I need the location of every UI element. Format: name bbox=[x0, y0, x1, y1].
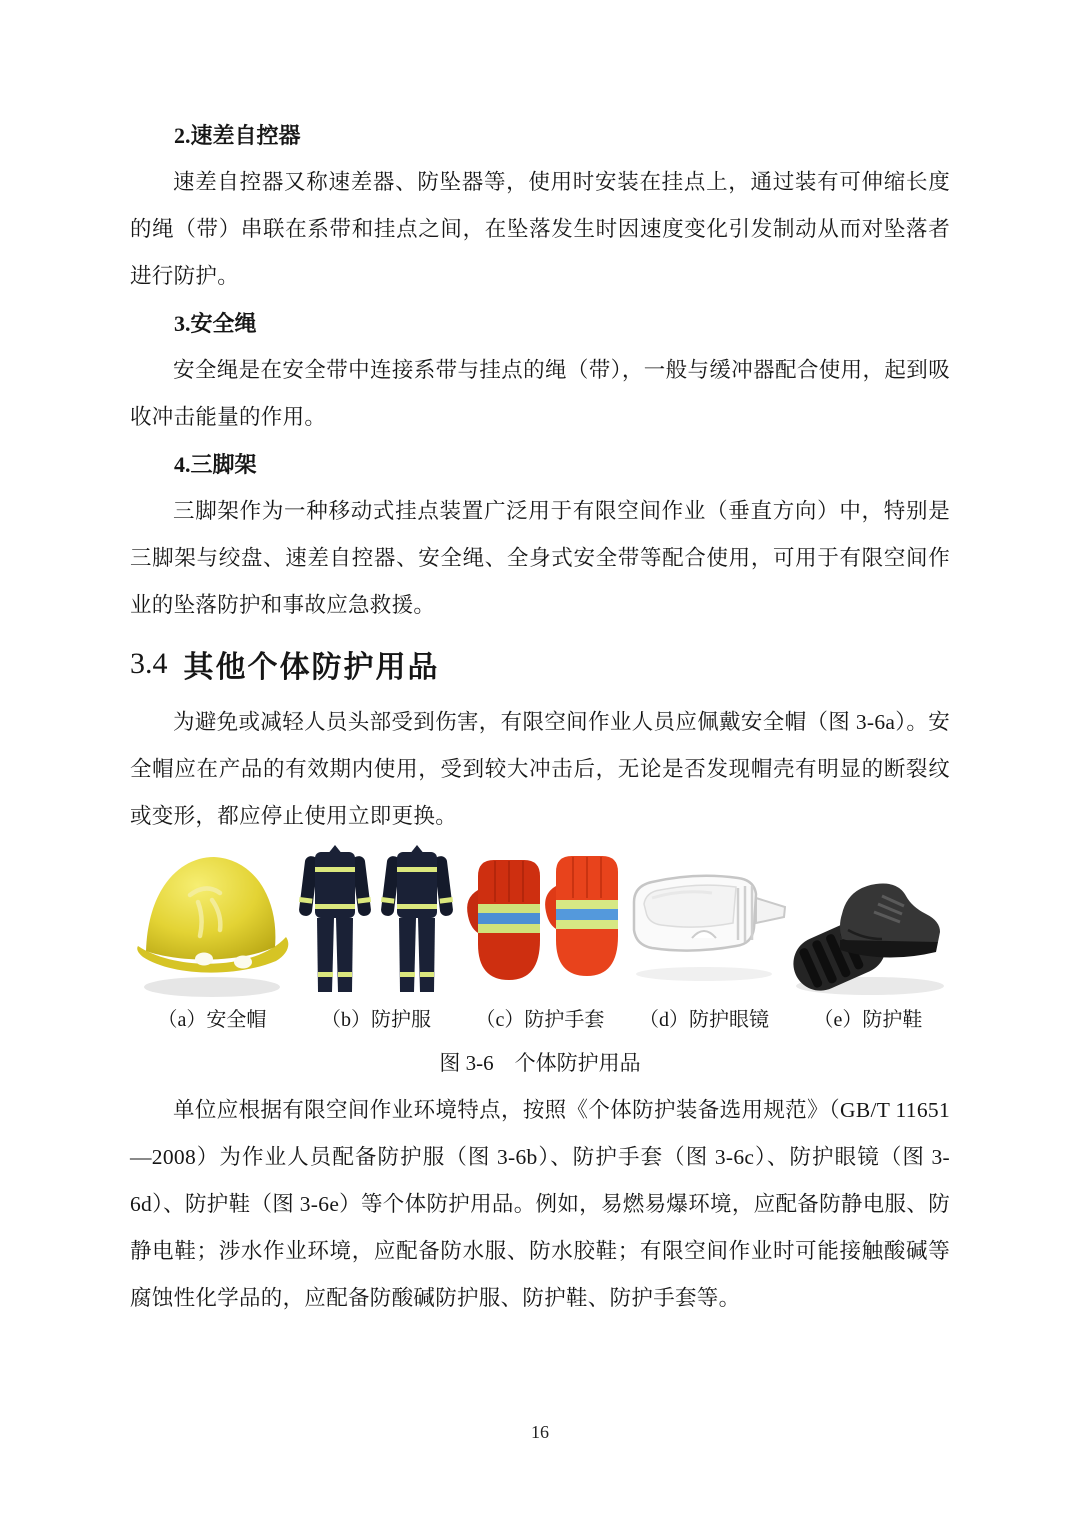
paragraph-intro: 为避免或减轻人员头部受到伤害，有限空间作业人员应佩戴安全帽（图 3-6a）。安全帽应在产品的有效期内使用，受到较大冲击后，无论是否发现帽壳有明显的断裂纹或变形，都应停止使用立即更换。 bbox=[130, 710, 950, 828]
figure-item-gloves bbox=[458, 840, 622, 1000]
paragraph-speed-arrester: 速差自控器又称速差器、防坠器等，使用时安装在挂点上，通过装有可伸缩长度的绳（带）串联在系带和挂点之间，在坠落发生时因速度变化引发制动从而对坠落者进行防护。 bbox=[130, 170, 950, 288]
paragraph-tripod: 三脚架作为一种移动式挂点装置广泛用于有限空间作业（垂直方向）中，特别是三脚架与绞盘、速差自控器、安全绳、全身式安全带等配合使用，可用于有限空间作业的坠落防护和事故应急救援。 bbox=[130, 499, 950, 617]
paragraph-selection: 单位应根据有限空间作业环境特点，按照《个体防护装备选用规范》（GB/T 11651—2008）为作业人员配备防护服（图 3-6b）、防护手套（图 3-6c）、防护眼镜（图 3-6d）、防护鞋（图 3-6e）等个体防护用品。例如，易燃易爆环境，应配备防静电服、防静电鞋；涉水作业环境，应配备防水服、防水胶鞋；有限空间作业时可能接触酸碱等腐蚀性化学品的，应配备防酸碱防护服、防护鞋、防护手套等。 bbox=[130, 1098, 950, 1310]
figure-caption-row bbox=[130, 1000, 950, 1040]
protective-gloves-icon bbox=[458, 840, 622, 1000]
figure-image-row bbox=[130, 840, 950, 1000]
paragraph-safety-rope: 安全绳是在安全带中连接系带与挂点的绳（带），一般与缓冲器配合使用，起到吸收冲击能量的作用。 bbox=[130, 358, 950, 429]
figure-3-6 bbox=[130, 840, 950, 1087]
heading-safety-rope: 3.安全绳 bbox=[174, 311, 257, 336]
figure-item-shoes bbox=[786, 840, 950, 1000]
figure-item-helmet bbox=[130, 840, 294, 1000]
document-content bbox=[130, 112, 950, 1322]
caption-suit: （b）防护服 bbox=[321, 1009, 431, 1031]
figure-item-suit bbox=[294, 840, 458, 1000]
heading-speed-arrester: 2.速差自控器 bbox=[174, 123, 301, 148]
safety-goggles-icon bbox=[622, 840, 786, 1000]
heading-tripod: 4.三脚架 bbox=[174, 452, 257, 477]
caption-shoes: （e）防护鞋 bbox=[813, 1009, 923, 1031]
section-title: 其他个体防护用品 bbox=[183, 651, 440, 684]
figure-title: 图 3-6 个体防护用品 bbox=[439, 1051, 641, 1075]
section-heading-3-4 bbox=[130, 629, 950, 699]
protective-suit-icon bbox=[294, 840, 458, 1000]
section-number: 3.4 bbox=[130, 647, 168, 680]
safety-helmet-icon bbox=[130, 840, 294, 1000]
caption-helmet: （a）安全帽 bbox=[157, 1009, 267, 1031]
caption-goggles: （d）防护眼镜 bbox=[639, 1009, 769, 1031]
caption-gloves: （c）防护手套 bbox=[475, 1009, 605, 1031]
page-number: 16 bbox=[531, 1422, 549, 1442]
safety-shoes-icon bbox=[786, 840, 950, 1000]
figure-item-goggles bbox=[622, 840, 786, 1000]
